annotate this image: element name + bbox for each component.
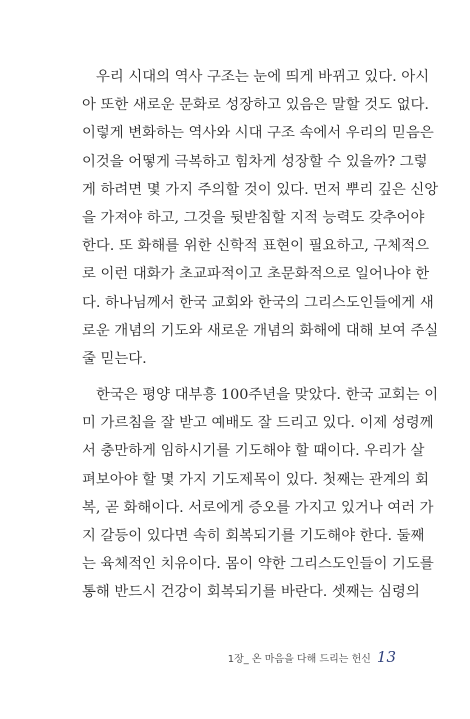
text-line: 로 이런 대화가 초교파적이고 초문화적으로 일어나야 한 xyxy=(82,266,430,283)
text-line: 복, 곧 화해이다. 서로에게 증오를 가지고 있거나 여러 가 xyxy=(82,499,434,516)
text-line: 서 충만하게 임하시기를 기도해야 할 때이다. 우리가 살 xyxy=(82,443,425,460)
chapter-title: 1장_ 온 마음을 다해 드리는 헌신 xyxy=(227,654,371,665)
page-number: 13 xyxy=(376,648,396,666)
text-line: 한국은 평양 대부흥 100주년을 맞았다. 한국 교회는 이 xyxy=(96,387,439,404)
text-line: 게 하려면 몇 가지 주의할 것이 있다. 먼저 뿌리 깊은 신앙 xyxy=(82,181,439,198)
text-line: 줄 믿는다. xyxy=(82,350,147,367)
text-line: 통해 반드시 건강이 회복되기를 바란다. 셋째는 심령의 xyxy=(82,584,420,601)
text-line: 펴보아야 할 몇 가지 기도제목이 있다. 첫째는 관계의 회 xyxy=(82,471,430,488)
text-line: 지 갈등이 있다면 속히 회복되기를 기도해야 한다. 둘째 xyxy=(82,528,425,544)
text-line: 이것을 어떻게 극복하고 힘차게 성장할 수 있을까? 그렇 xyxy=(82,153,428,170)
text-line: 다. 하나님께서 한국 교회와 한국의 그리스도인들에게 새 xyxy=(82,294,434,311)
text-line: 는 육체적인 치유이다. 몸이 약한 그리스도인들이 기도를 xyxy=(82,556,434,573)
text-line: 을 가져야 하고, 그것을 뒷받침할 지적 능력도 갖추어야 xyxy=(82,209,425,226)
text-line: 미 가르침을 잘 받고 예배도 잘 드리고 있다. 이제 성령께 xyxy=(82,415,434,432)
text-line: 우리 시대의 역사 구조는 눈에 띄게 바뀌고 있다. 아시 xyxy=(96,69,430,85)
text-line: 아 또한 새로운 문화로 성장하고 있음은 말할 것도 없다. xyxy=(82,97,430,114)
text-line: 한다. 또 화해를 위한 신학적 표현이 필요하고, 구체적으 xyxy=(82,238,430,255)
page-footer xyxy=(228,648,396,666)
paragraph-gap xyxy=(82,373,392,381)
text-line: 로운 개념의 기도와 새로운 개념의 화해에 대해 보여 주실 xyxy=(82,322,439,339)
text-line: 이렇게 변화하는 역사와 시대 구조 속에서 우리의 믿음은 xyxy=(82,125,434,142)
body-text xyxy=(82,63,439,607)
